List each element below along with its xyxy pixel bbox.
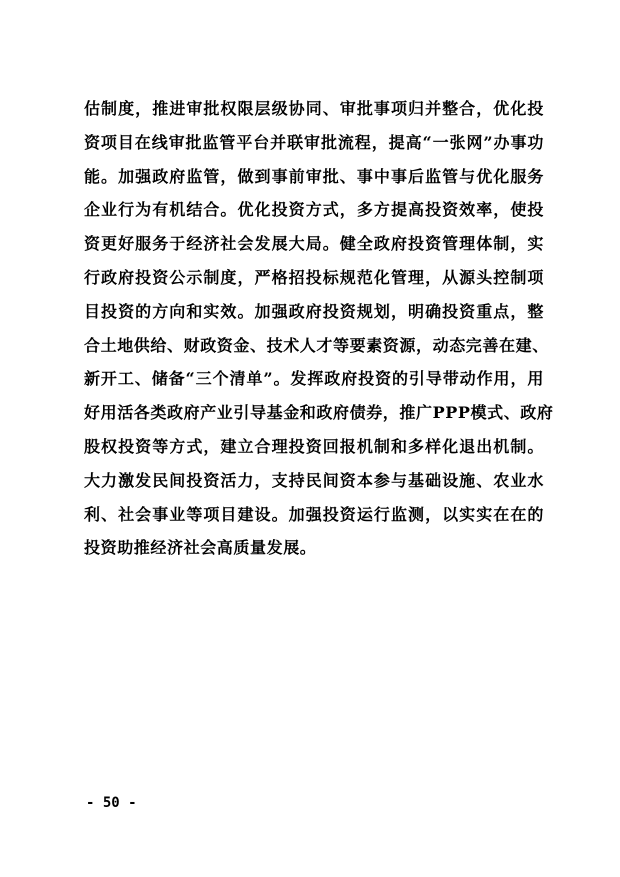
text-line: 行政府投资公示制度，严格招投标规范化管理，从源头控制项	[84, 267, 544, 287]
page-number: - 50 -	[86, 795, 137, 811]
text-line: 资更好服务于经济社会发展大局。健全政府投资管理体制，实	[84, 234, 544, 254]
text-line-last: 投资助推经济社会高质量发展。	[84, 538, 317, 558]
text-line: 利、社会事业等项目建设。加强投资运行监测，以实实在在的	[84, 504, 544, 524]
text-line: 大力激发民间投资活力，支持民间资本参与基础设施、农业水	[84, 470, 544, 490]
text-line: 能。加强政府监管，做到事前审批、事中事后监管与优化服务	[84, 166, 544, 186]
text-line: 估制度，推进审批权限层级协同、审批事项归并整合，优化投	[84, 99, 544, 118]
body-paragraph	[84, 92, 554, 565]
text-line: 目投资的方向和实效。加强政府投资规划，明确投资重点，整	[84, 301, 544, 321]
text-line: 企业行为有机结合。优化投资方式，多方提高投资效率，使投	[84, 200, 544, 220]
text-line: 新开工、储备“三个清单”。发挥政府投资的引导带动作用，用	[84, 369, 544, 389]
text-line: 合土地供给、财政资金、技术人才等要素资源，动态完善在建、	[84, 335, 549, 355]
text-line: 股权投资等方式，建立合理投资回报机制和多样化退出机制。	[84, 436, 544, 456]
text-line: 资项目在线审批监管平台并联审批流程，提高“一张网”办事功	[84, 132, 544, 152]
text-line: 好用活各类政府产业引导基金和政府债券，推广PPP模式、政府	[84, 403, 554, 423]
